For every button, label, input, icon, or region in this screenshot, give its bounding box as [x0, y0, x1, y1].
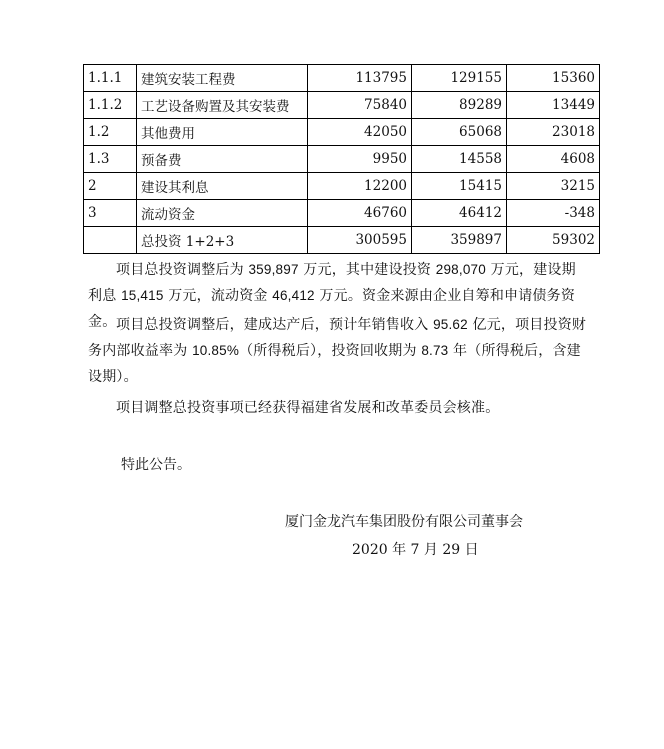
item-name-cell: 其他费用	[137, 119, 308, 146]
original-investment-cell: 42050	[308, 119, 412, 146]
item-number-cell: 1.3	[84, 146, 137, 173]
table-row	[84, 92, 600, 119]
investment-table	[83, 64, 600, 254]
financial-return-paragraph	[88, 312, 588, 390]
item-name-cell: 总投资 1+2+3	[137, 227, 308, 254]
table-row	[84, 146, 600, 173]
text-span: 亿元，项目投资财务内部收益率为	[88, 317, 587, 359]
original-investment-cell: 46760	[308, 200, 412, 227]
irr-value: 10.85%	[192, 343, 240, 358]
difference-cell: 23018	[507, 119, 600, 146]
text-span: 项目总投资调整后，建成达产后，预计年销售收入	[116, 317, 434, 333]
original-investment-cell: 75840	[308, 92, 412, 119]
adjusted-investment-cell: 14558	[412, 146, 507, 173]
table-row	[84, 227, 600, 254]
construction-interest-value: 15,415	[121, 288, 164, 303]
text-span: 万元，其中建设投资	[298, 262, 436, 278]
difference-cell: 3215	[507, 173, 600, 200]
table-row	[84, 119, 600, 146]
item-name-cell: 建设其利息	[137, 173, 308, 200]
adjusted-investment-cell: 15415	[412, 173, 507, 200]
original-investment-cell: 9950	[308, 146, 412, 173]
investment-table-body	[84, 65, 600, 254]
item-number-cell: 1.2	[84, 119, 137, 146]
working-capital-value: 46,412	[272, 288, 315, 303]
difference-cell: -348	[507, 200, 600, 227]
total-investment-value: 359,897	[248, 262, 299, 277]
item-name-cell: 建筑安装工程费	[137, 65, 308, 92]
text-span: 万元。资金来源由企业自筹和申请债务资金。	[88, 288, 576, 330]
table-row	[84, 173, 600, 200]
difference-cell: 13449	[507, 92, 600, 119]
table-row	[84, 65, 600, 92]
item-number-cell	[84, 227, 137, 254]
item-number-cell: 3	[84, 200, 137, 227]
item-number-cell: 1.1.1	[84, 65, 137, 92]
original-investment-cell: 12200	[308, 173, 412, 200]
adjusted-investment-cell: 46412	[412, 200, 507, 227]
text-span: （所得税后），投资回收期为	[239, 343, 422, 359]
original-investment-cell: 300595	[308, 227, 412, 254]
annual-sales-value: 95.62	[433, 317, 468, 332]
item-number-cell: 1.1.2	[84, 92, 137, 119]
item-name-cell: 预备费	[137, 146, 308, 173]
approval-paragraph: 项目调整总投资事项已经获得福建省发展和改革委员会核准。	[116, 400, 500, 416]
signature-date: 2020 年 7 月 29 日	[352, 542, 479, 558]
adjusted-investment-cell: 359897	[412, 227, 507, 254]
notice-closing: 特此公告。	[121, 457, 191, 473]
item-name-cell: 流动资金	[137, 200, 308, 227]
text-span: 项目总投资调整后为	[116, 262, 249, 278]
difference-cell: 59302	[507, 227, 600, 254]
text-span: 年（所得税后，含建设期）。	[88, 343, 581, 385]
text-span: 万元，建设期利息	[88, 262, 576, 304]
difference-cell: 4608	[507, 146, 600, 173]
payback-period-value: 8.73	[421, 343, 449, 358]
adjusted-investment-cell: 89289	[412, 92, 507, 119]
construction-investment-value: 298,070	[435, 262, 486, 277]
item-number-cell: 2	[84, 173, 137, 200]
signature-company: 厦门金龙汽车集团股份有限公司董事会	[285, 514, 523, 530]
adjusted-investment-cell: 129155	[412, 65, 507, 92]
item-name-cell: 工艺设备购置及其安装费	[137, 92, 308, 119]
table-row	[84, 200, 600, 227]
difference-cell: 15360	[507, 65, 600, 92]
text-span: 万元，流动资金	[163, 288, 273, 304]
adjusted-investment-cell: 65068	[412, 119, 507, 146]
original-investment-cell: 113795	[308, 65, 412, 92]
